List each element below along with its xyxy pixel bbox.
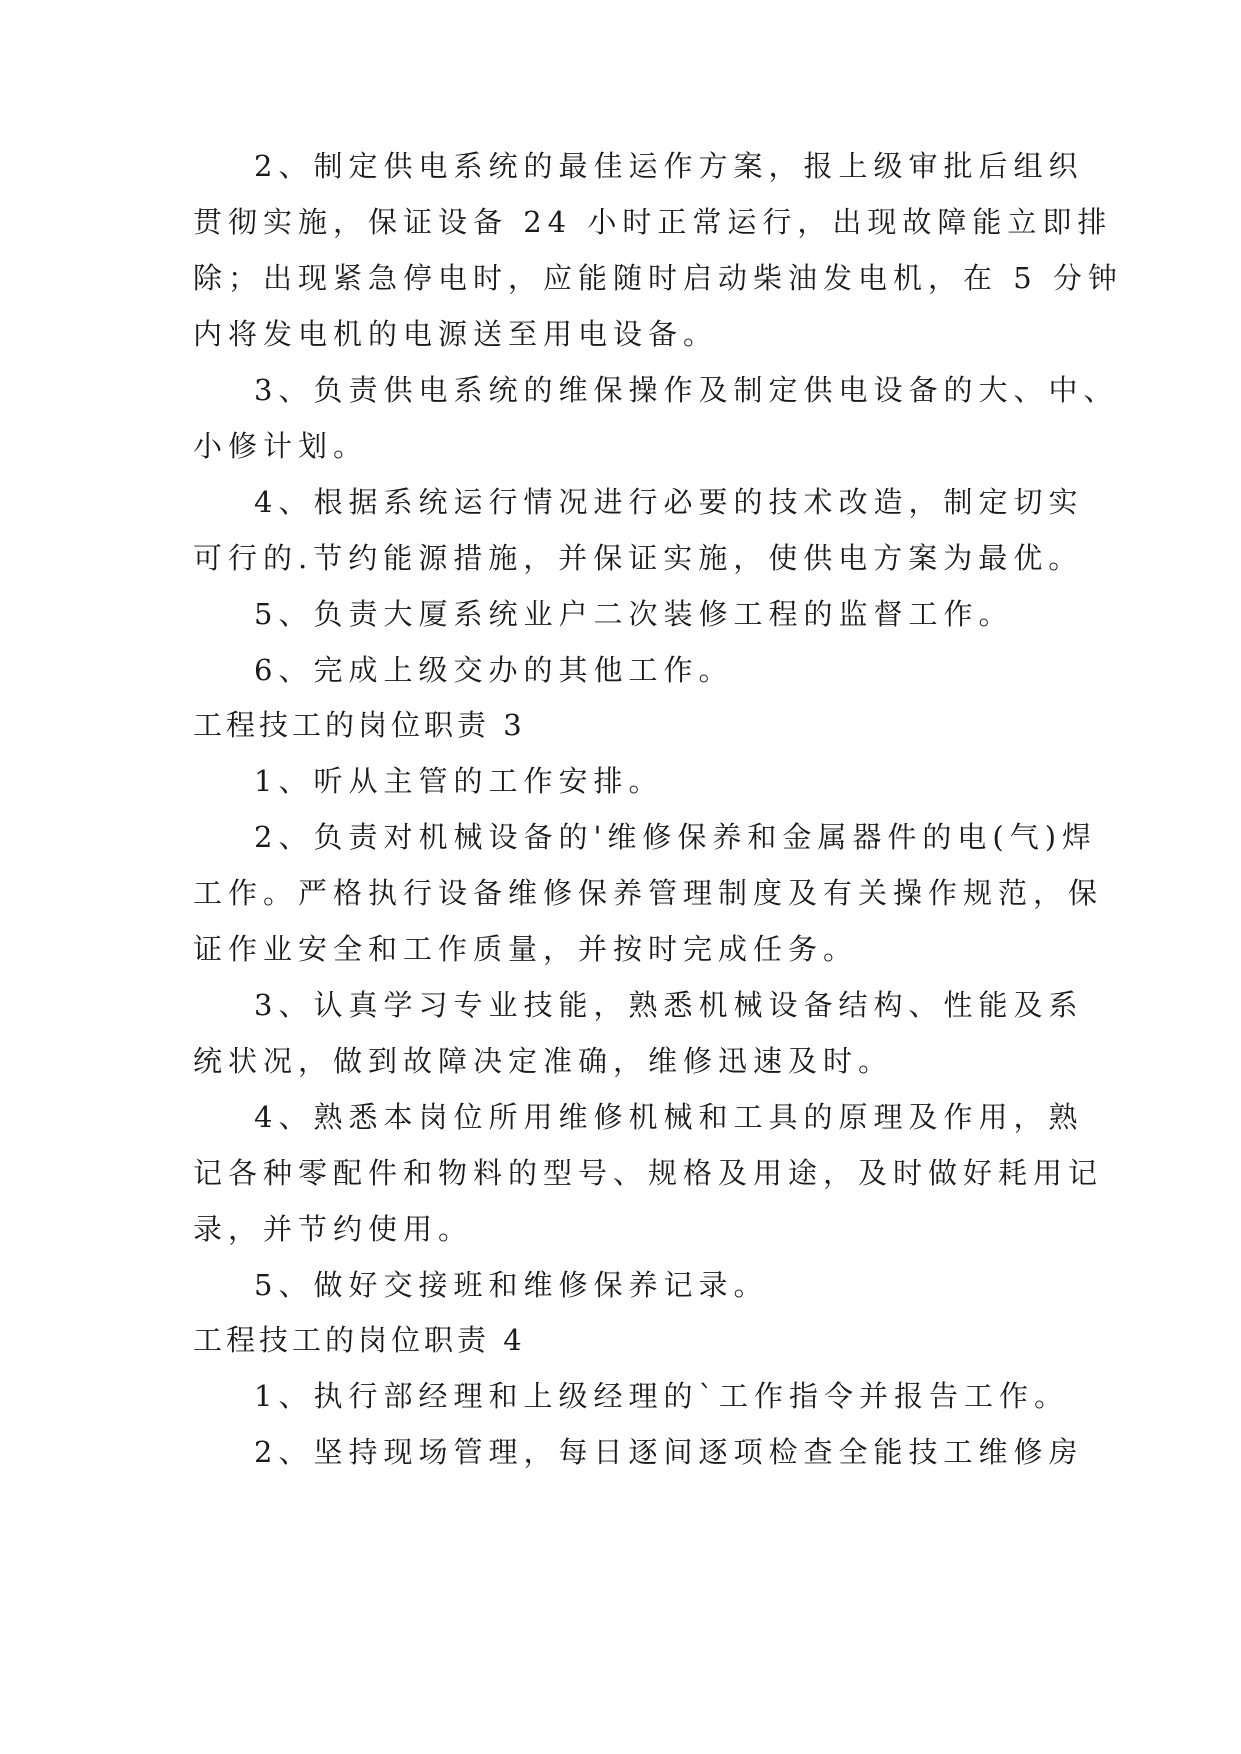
paragraph-line: 记各种零配件和物料的型号、规格及用途，及时做好耗用记 [193,1156,1104,1190]
paragraph-line: 4、熟悉本岗位所用维修机械和工具的原理及作用，熟 [254,1100,1084,1134]
paragraph-line: 小修计划。 [193,429,369,463]
section-heading: 工程技工的岗位职责 4 [193,1323,526,1357]
paragraph-line: 1、执行部经理和上级经理的`工作指令并报告工作。 [254,1379,1069,1413]
paragraph-line: 3、负责供电系统的维保操作及制定供电设备的大、中、 [254,373,1119,407]
paragraph-line: 5、负责大厦系统业户二次装修工程的监督工作。 [254,597,1014,631]
paragraph-line: 6、完成上级交办的其他工作。 [254,653,734,687]
paragraph-line: 可行的.节约能源措施，并保证实施，使供电方案为最优。 [193,541,1084,575]
paragraph-line: 2、负责对机械设备的'维修保养和金属器件的电(气)焊 [254,820,1098,854]
paragraph-line: 录，并节约使用。 [193,1212,474,1246]
paragraph-line: 证作业安全和工作质量，并按时完成任务。 [193,932,859,966]
paragraph-line: 5、做好交接班和维修保养记录。 [254,1268,769,1302]
section-heading: 工程技工的岗位职责 3 [193,708,526,742]
paragraph-line: 1、听从主管的工作安排。 [254,764,664,798]
paragraph-line: 2、坚持现场管理，每日逐间逐项检查全能技工维修房 [254,1435,1084,1469]
paragraph-line: 贯彻实施，保证设备 24 小时正常运行，出现故障能立即排 [193,205,1113,239]
paragraph-line: 工作。严格执行设备维修保养管理制度及有关操作规范，保 [193,876,1104,910]
paragraph-line: 除；出现紧急停电时，应能随时启动柴油发电机，在 5 分钟 [193,261,1123,295]
paragraph-line: 内将发电机的电源送至用电设备。 [193,317,719,351]
paragraph-line: 2、制定供电系统的最佳运作方案，报上级审批后组织 [254,149,1084,183]
paragraph-line: 3、认真学习专业技能，熟悉机械设备结构、性能及系 [254,988,1084,1022]
paragraph-line: 统状况，做到故障决定准确，维修迅速及时。 [193,1044,894,1078]
paragraph-line: 4、根据系统运行情况进行必要的技术改造，制定切实 [254,485,1084,519]
